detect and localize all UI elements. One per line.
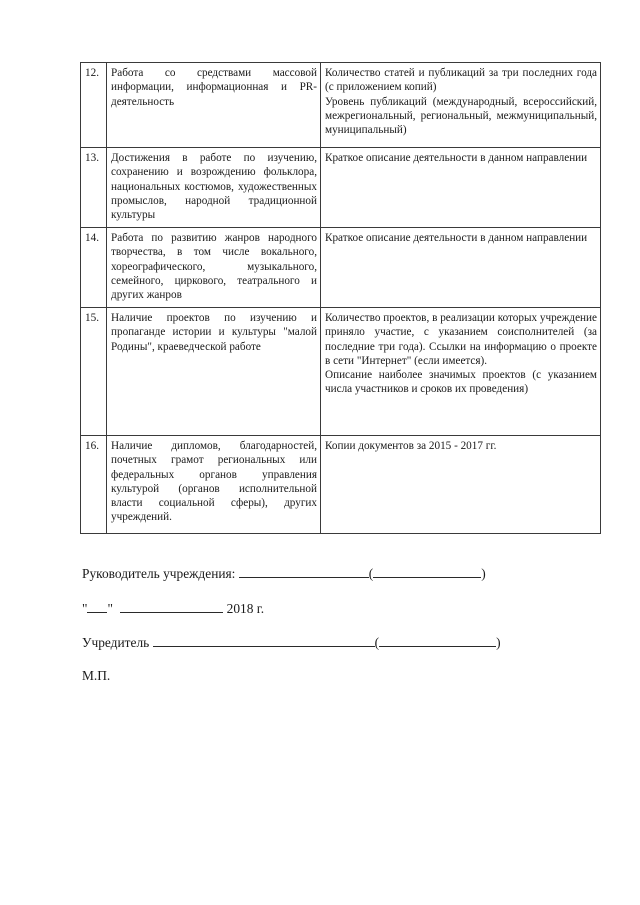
table-row xyxy=(81,228,601,308)
row-number: 16. xyxy=(81,436,107,534)
criterion-cell: Достижения в работе по изучению, сохранению и возрождению фольклора, национальных костюмов, художественных промыслов, народной традиционной культуры xyxy=(107,148,321,228)
table-row xyxy=(81,63,601,148)
criterion-cell: Наличие дипломов, благодарностей, почетных грамот региональных или федеральных органов управления культурой (органов исполнительной власти социальной сферы), других учреждений. xyxy=(107,436,321,534)
description-cell xyxy=(321,228,601,308)
year-text: 2018 г. xyxy=(226,601,265,616)
table-row xyxy=(81,308,601,436)
stamp-placeholder: М.П. xyxy=(82,668,111,683)
head-name-blank xyxy=(373,565,481,578)
date-close-quote: " xyxy=(107,601,113,616)
description-paragraph: Количество проектов, в реализации которых учреждение приняло участие, с указанием соисполнителей (за последние три года). Ссылки на информацию о проекте в сети "Интернет" (если имеется). xyxy=(325,312,597,367)
criterion-cell: Работа по развитию жанров народного творчества, в том числе вокального, хореографического, музыкального, семейного, циркового, театрального и других жанров xyxy=(107,228,321,308)
table-row xyxy=(81,436,601,534)
row-number: 15. xyxy=(81,308,107,436)
open-paren: ( xyxy=(374,635,380,650)
head-signature-blank xyxy=(239,565,369,578)
description-paragraph: Краткое описание деятельности в данном направлении xyxy=(325,152,588,164)
founder-name-blank xyxy=(379,634,496,647)
close-paren: ) xyxy=(481,566,486,581)
criterion-cell: Работа со средствами массовой информации, информационная и PR-деятельность xyxy=(107,63,321,148)
description-paragraph: Описание наиболее значимых проектов (с указанием числа участников и сроков их проведения) xyxy=(325,369,597,396)
day-blank xyxy=(87,600,107,613)
criteria-table xyxy=(80,62,601,534)
founder-signature-blank xyxy=(153,634,375,647)
description-cell xyxy=(321,308,601,436)
row-number: 14. xyxy=(81,228,107,308)
row-number: 13. xyxy=(81,148,107,228)
head-signature-line xyxy=(82,565,486,582)
description-paragraph: Краткое описание деятельности в данном направлении xyxy=(325,232,588,244)
description-cell xyxy=(321,63,601,148)
founder-signature-line xyxy=(82,634,501,651)
month-blank xyxy=(120,600,223,613)
criterion-cell: Наличие проектов по изучению и пропаганде истории и культуры "малой Родины", краеведческой работе xyxy=(107,308,321,436)
description-cell xyxy=(321,148,601,228)
row-number: 12. xyxy=(81,63,107,148)
table-row xyxy=(81,148,601,228)
description-paragraph: Копии документов за 2015 - 2017 гг. xyxy=(325,440,497,452)
date-line xyxy=(82,600,264,617)
description-cell xyxy=(321,436,601,534)
description-paragraph: Количество статей и публикаций за три последних года (с приложением копий) xyxy=(325,67,597,94)
date-open-quote: " xyxy=(82,601,88,616)
close-paren: ) xyxy=(496,635,501,650)
description-paragraph: Уровень публикаций (международный, всероссийский, межрегиональный, региональный, межмуниципальный, муниципальный) xyxy=(325,95,597,137)
head-label: Руководитель учреждения: xyxy=(82,566,236,581)
open-paren: ( xyxy=(368,566,374,581)
founder-label: Учредитель xyxy=(82,635,150,650)
